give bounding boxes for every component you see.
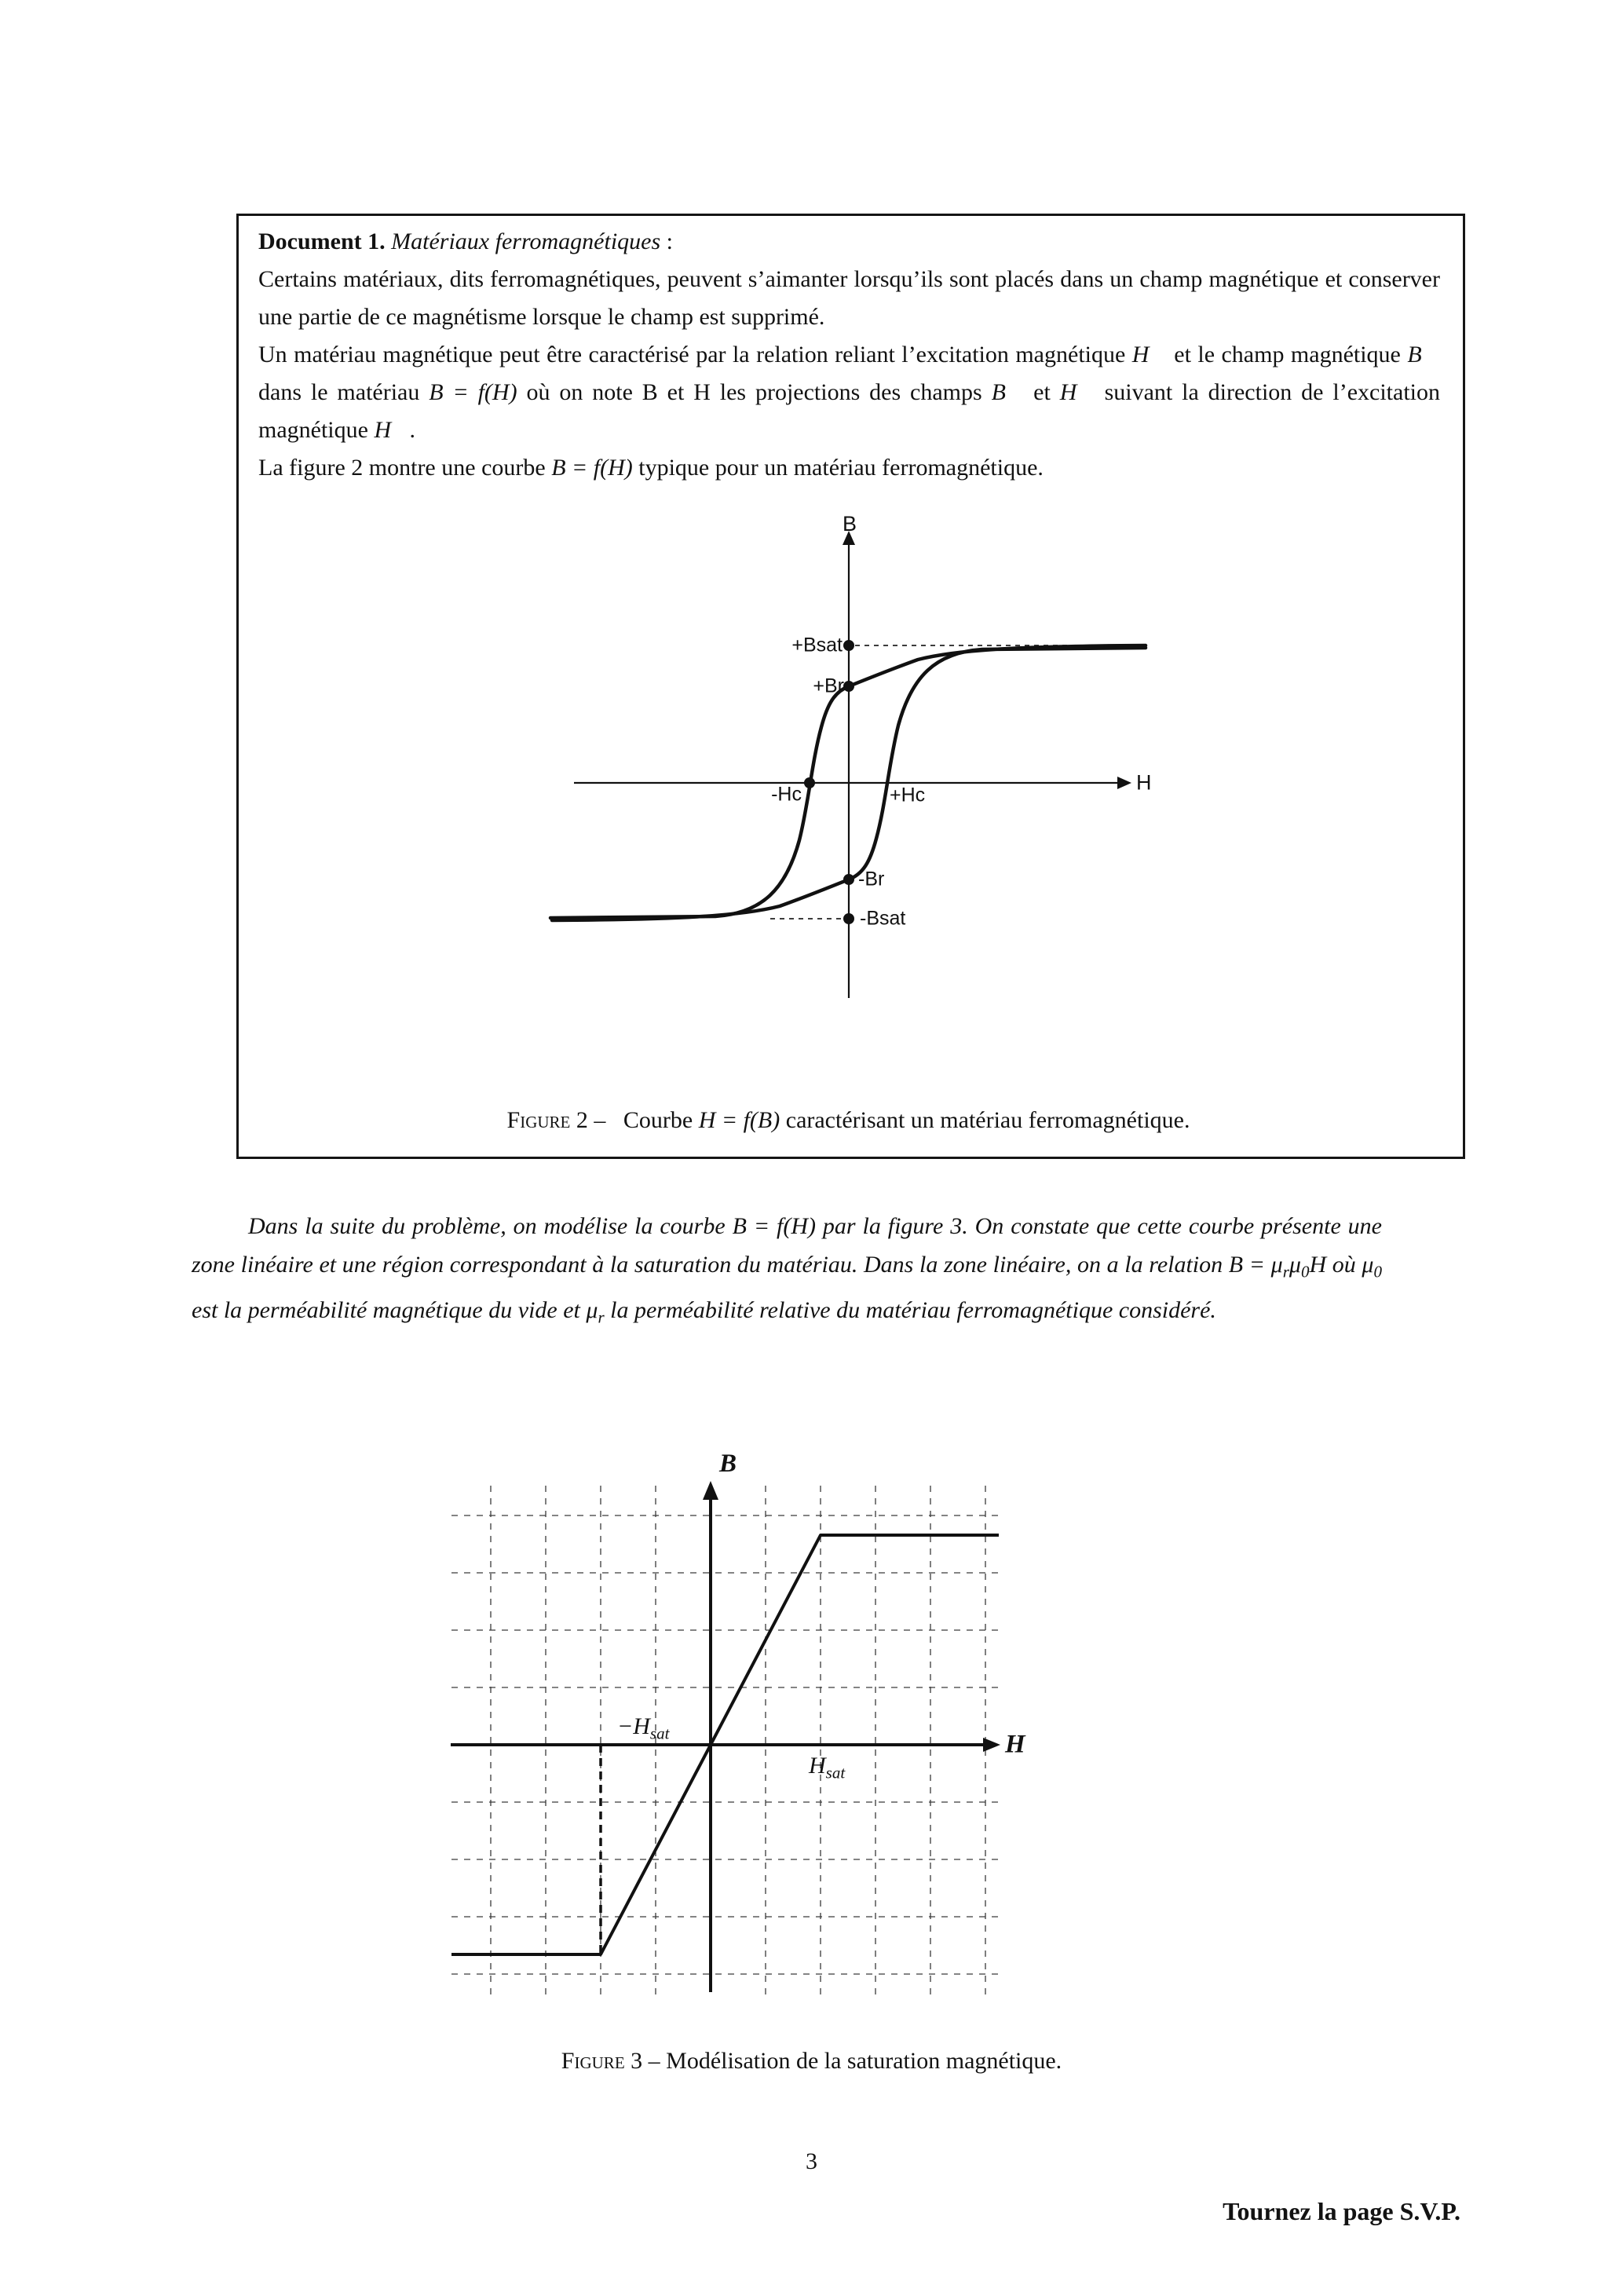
fig3-minus-hsat-label: $-H_{sat}$	[617, 1713, 670, 1743]
fig2-h-axis-label: H	[1136, 770, 1152, 795]
fig3-b-axis-arrow	[703, 1481, 718, 1500]
fig2-plus-hc-label: +Hc	[890, 784, 926, 806]
figure2-caption: Figure 2 – Courbe H = f(B) caractérisant un matériau ferromagnétique.	[506, 1107, 1190, 1133]
fig2-h-axis-arrow	[1117, 777, 1131, 789]
fig3-h-axis-label: H	[1005, 1730, 1025, 1759]
saturation-plot	[440, 1446, 1021, 2020]
fig2-minus-br-label: -Br	[858, 868, 885, 890]
fig2-minus-bsat-label: -Bsat	[860, 907, 906, 930]
document1-text	[258, 223, 1440, 487]
fig2-plus-br-label: +Br	[813, 675, 844, 697]
model-paragraph: Dans la suite du problème, on modélise la courbe B = f(H) par la figure 3. On constate que cette courbe présente une zone linéaire et une région correspondant à la saturation du matériau. Dans la zone linéaire, on a la relation $B = \mu_r\mu_0H$ où $\mu_0$ est la perméabilité magnétique du vide et $\mu_r$ la perméabilité relative du matériau ferromagnétique considéré.	[192, 1213, 1382, 1327]
document1-heading: Document 1. Matériaux ferromagnétiques :	[258, 229, 673, 254]
document1-paragraph-3: La figure 2 montre une courbe B = f(H) typique pour un matériau ferromagnétique.	[258, 455, 1044, 481]
document1-paragraph-2: Un matériau magnétique peut être caractérisé par la relation reliant l’excitation magnétique H⃗ et le champ magnétique B⃗ dans le matériau B = f(H) où on note B et H les projections des champs B⃗ et H⃗ suivant la direction de l’excitation magnétique H⃗.	[258, 342, 1441, 443]
fig3-h-axis-arrow	[983, 1738, 1000, 1752]
fig2-axes	[574, 543, 1119, 998]
fig3-axes	[451, 1495, 989, 1992]
saturation-figure	[440, 1446, 1025, 2020]
fig2-minus-hc-label: -Hc	[771, 783, 802, 806]
turn-page-note: Tournez la page S.V.P.	[1223, 2197, 1460, 2225]
fig2-plus-bsat-label: +Bsat	[791, 634, 843, 656]
hysteresis-plot	[535, 512, 1163, 1046]
fig3-hsat-label: $H_{sat}$	[809, 1753, 846, 1782]
hysteresis-figure	[535, 512, 1163, 1046]
figure3-caption: Figure 3 – Modélisation de la saturation magnétique.	[561, 2048, 1062, 2074]
document1-paragraph-1: Certains matériaux, dits ferromagnétiques, peuvent s’aimanter lorsqu’ils sont placés dans un champ magnétique et conserver une partie de ce magnétisme lorsque le champ est supprimé.	[258, 266, 1440, 330]
fig3-b-axis-label: B	[719, 1450, 737, 1478]
fig2-b-axis-label: B	[843, 512, 857, 536]
page-number: 3	[806, 2148, 817, 2174]
